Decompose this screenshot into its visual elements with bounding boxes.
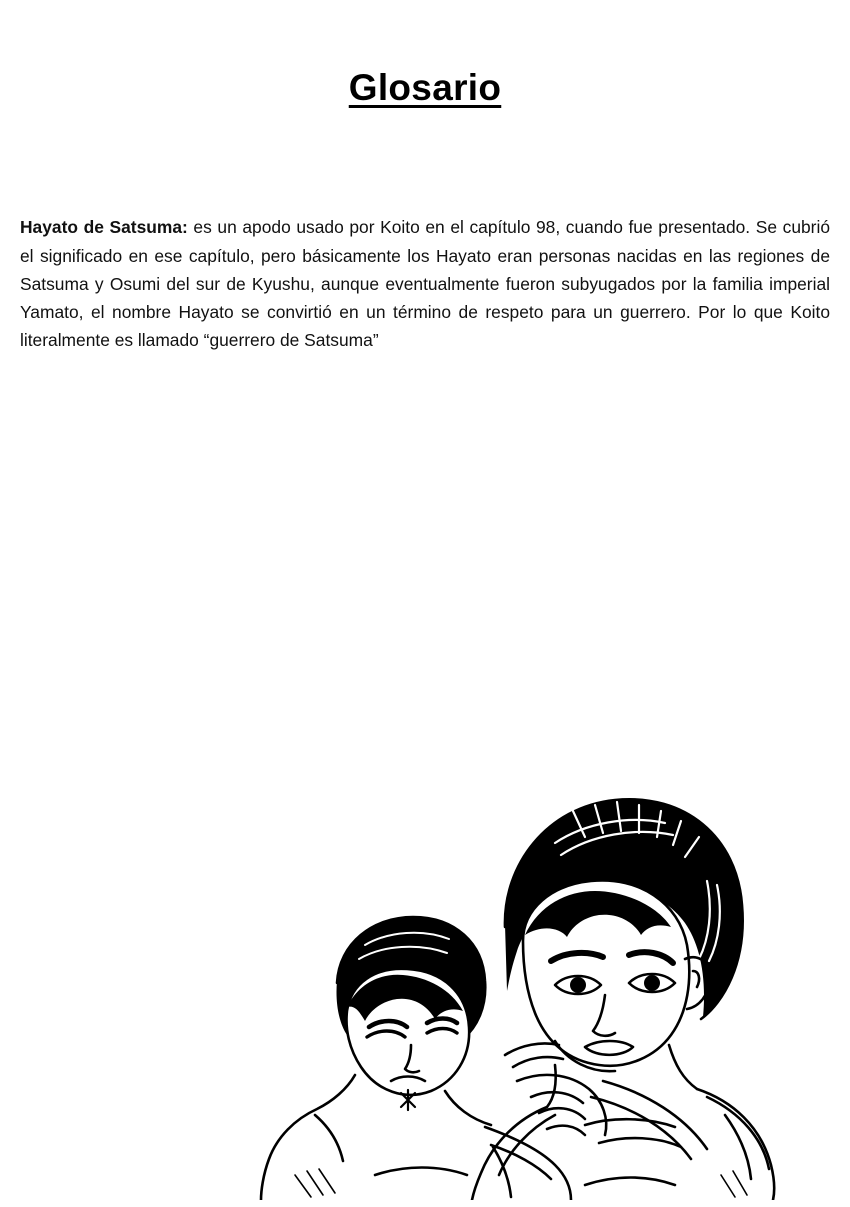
glossary-definition: es un apodo usado por Koito en el capítulo 98, cuando fue presentado. Se cubrió el significado en ese capítulo, pero básicamente los Hayato eran personas nacidas en las regiones de Satsuma y Osumi del sur de Kyushu, aunque eventualmente fueron subyugados por la familia imperial Yamato, el nombre Hayato se convirtió en un término de respeto para un guerrero. Por lo que Koito literalmente es llamado “guerrero de Satsuma” [20,217,830,351]
page-title [0,67,850,109]
page-title-text: Glosario [348,66,502,108]
glossary-entry [20,213,830,354]
glossary-term: Hayato de Satsuma: [20,217,188,238]
manga-panel-two-characters [255,745,815,1200]
